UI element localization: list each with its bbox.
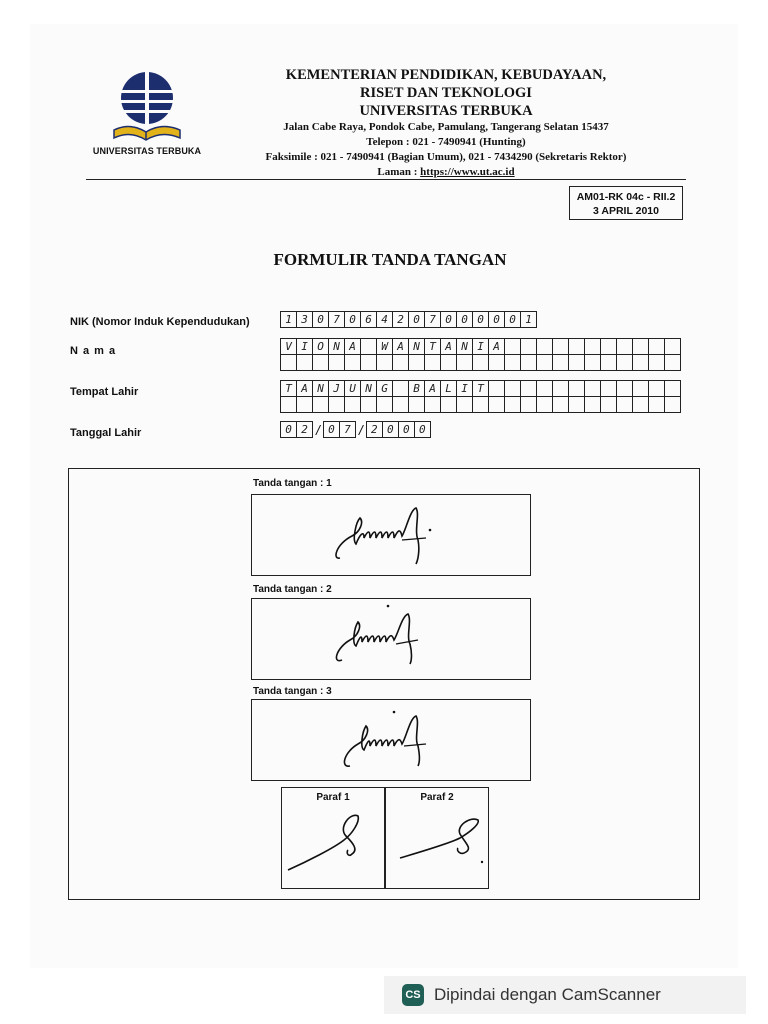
char-box[interactable]: V: [281, 339, 297, 355]
char-box[interactable]: [601, 397, 617, 413]
char-box[interactable]: 7: [425, 312, 441, 328]
nama-field[interactable]: [280, 338, 681, 371]
signature-1-label: Tanda tangan : 1: [253, 478, 332, 489]
char-box[interactable]: [617, 355, 633, 371]
address: Jalan Cabe Raya, Pondok Cabe, Pamulang, Tangerang Selatan 15437: [283, 121, 609, 133]
char-box[interactable]: 0: [414, 422, 430, 438]
char-box[interactable]: N: [361, 381, 377, 397]
char-box[interactable]: [585, 355, 601, 371]
char-box[interactable]: I: [457, 381, 473, 397]
header-divider: [86, 179, 686, 180]
form-code-box: [569, 186, 683, 220]
char-box[interactable]: [361, 355, 377, 371]
char-box[interactable]: 2: [366, 422, 382, 438]
char-box[interactable]: [649, 381, 665, 397]
char-box[interactable]: [585, 381, 601, 397]
char-box[interactable]: T: [281, 381, 297, 397]
char-box[interactable]: [409, 397, 425, 413]
char-box[interactable]: 0: [441, 312, 457, 328]
char-box[interactable]: [633, 355, 649, 371]
char-box[interactable]: A: [345, 339, 361, 355]
char-box[interactable]: B: [409, 381, 425, 397]
char-box[interactable]: [537, 397, 553, 413]
camscanner-text: Dipindai dengan CamScanner: [434, 985, 661, 1004]
char-box[interactable]: A: [393, 339, 409, 355]
tempat-lahir-label: Tempat Lahir: [70, 386, 139, 398]
char-box[interactable]: 2: [393, 312, 409, 328]
char-box[interactable]: [505, 339, 521, 355]
char-box[interactable]: [537, 355, 553, 371]
camscanner-icon: [402, 984, 424, 1006]
char-box[interactable]: J: [329, 381, 345, 397]
char-box[interactable]: [281, 355, 297, 371]
char-box[interactable]: 7: [329, 312, 345, 328]
char-box[interactable]: [393, 381, 409, 397]
char-box[interactable]: N: [409, 339, 425, 355]
website-link[interactable]: https://www.ut.ac.id: [420, 166, 515, 178]
char-box[interactable]: 0: [313, 312, 329, 328]
char-box[interactable]: [553, 381, 569, 397]
signature-2: [330, 604, 450, 674]
char-box[interactable]: [569, 339, 585, 355]
char-box[interactable]: [601, 339, 617, 355]
char-box[interactable]: A: [425, 381, 441, 397]
char-box[interactable]: 0: [345, 312, 361, 328]
char-box[interactable]: [281, 397, 297, 413]
char-box[interactable]: [361, 339, 377, 355]
char-box[interactable]: [521, 355, 537, 371]
char-box[interactable]: [297, 355, 313, 371]
day-field[interactable]: [280, 421, 313, 438]
ministry-line1: KEMENTERIAN PENDIDIKAN, KEBUDAYAAN,: [285, 67, 607, 83]
char-box[interactable]: [569, 381, 585, 397]
char-box[interactable]: I: [473, 339, 489, 355]
char-box[interactable]: [585, 397, 601, 413]
char-box[interactable]: [665, 381, 681, 397]
char-box[interactable]: I: [297, 339, 313, 355]
char-box[interactable]: [345, 397, 361, 413]
char-box[interactable]: A: [489, 339, 505, 355]
char-box[interactable]: A: [441, 339, 457, 355]
char-box[interactable]: [585, 339, 601, 355]
char-box[interactable]: [553, 339, 569, 355]
tanggal-lahir-field[interactable]: [280, 421, 431, 438]
char-box[interactable]: [569, 355, 585, 371]
char-box[interactable]: O: [313, 339, 329, 355]
char-box[interactable]: [425, 355, 441, 371]
char-box[interactable]: [505, 355, 521, 371]
nik-label: NIK (Nomor Induk Kependudukan): [70, 316, 250, 328]
char-box[interactable]: A: [297, 381, 313, 397]
char-box[interactable]: [313, 397, 329, 413]
char-box[interactable]: 0: [382, 422, 398, 438]
char-box[interactable]: [521, 397, 537, 413]
char-box[interactable]: [441, 355, 457, 371]
paraf-1-label: Paraf 1: [316, 792, 350, 803]
university-name: UNIVERSITAS TERBUKA: [359, 103, 533, 119]
char-box[interactable]: [505, 381, 521, 397]
paraf-1: [286, 810, 382, 880]
char-box[interactable]: [489, 381, 505, 397]
form-date: 3 APRIL 2010: [593, 205, 659, 217]
char-box[interactable]: [329, 397, 345, 413]
char-box[interactable]: [425, 397, 441, 413]
char-box[interactable]: [393, 397, 409, 413]
char-box[interactable]: [377, 397, 393, 413]
char-box[interactable]: [489, 397, 505, 413]
char-box[interactable]: [345, 355, 361, 371]
char-box[interactable]: 0: [505, 312, 521, 328]
char-box[interactable]: 0: [457, 312, 473, 328]
char-box[interactable]: [553, 397, 569, 413]
char-box[interactable]: 0: [473, 312, 489, 328]
char-box[interactable]: 0: [281, 422, 297, 438]
char-box[interactable]: [521, 339, 537, 355]
month-field[interactable]: [323, 421, 356, 438]
char-box[interactable]: 7: [339, 422, 355, 438]
tempat-lahir-field[interactable]: [280, 380, 681, 413]
char-box[interactable]: L: [441, 381, 457, 397]
camscanner-icon-text: CS: [405, 989, 421, 1001]
year-field[interactable]: [366, 421, 431, 438]
char-box[interactable]: [489, 355, 505, 371]
website-label: Laman :: [377, 166, 418, 178]
signature-1: [330, 500, 450, 570]
char-box[interactable]: 6: [361, 312, 377, 328]
char-box[interactable]: [617, 339, 633, 355]
char-box[interactable]: W: [377, 339, 393, 355]
char-box[interactable]: [569, 397, 585, 413]
char-box[interactable]: 3: [297, 312, 313, 328]
char-box[interactable]: U: [345, 381, 361, 397]
char-box[interactable]: [505, 397, 521, 413]
char-box[interactable]: [441, 397, 457, 413]
char-box[interactable]: N: [313, 381, 329, 397]
char-box[interactable]: [617, 381, 633, 397]
char-box[interactable]: [457, 397, 473, 413]
nik-field[interactable]: [280, 311, 537, 328]
char-box[interactable]: T: [473, 381, 489, 397]
char-box[interactable]: 0: [409, 312, 425, 328]
logo-caption: UNIVERSITAS TERBUKA: [92, 146, 202, 156]
char-box[interactable]: [473, 397, 489, 413]
char-box[interactable]: [473, 355, 489, 371]
camscanner-watermark: [384, 976, 746, 1014]
char-box[interactable]: [633, 339, 649, 355]
tanggal-lahir-label: Tanggal Lahir: [70, 427, 142, 439]
char-box[interactable]: [457, 355, 473, 371]
char-box[interactable]: 1: [521, 312, 537, 328]
letterhead: [232, 66, 660, 180]
char-box[interactable]: [633, 397, 649, 413]
char-box[interactable]: 4: [377, 312, 393, 328]
phone: Telepon : 021 - 7490941 (Hunting): [366, 136, 526, 148]
char-box[interactable]: [521, 381, 537, 397]
char-box[interactable]: [665, 355, 681, 371]
signature-3-label: Tanda tangan : 3: [253, 686, 332, 697]
char-box[interactable]: 0: [323, 422, 339, 438]
char-box[interactable]: [617, 397, 633, 413]
char-box[interactable]: 0: [398, 422, 414, 438]
date-separator: /: [358, 421, 363, 438]
char-box[interactable]: [665, 397, 681, 413]
char-box[interactable]: [377, 355, 393, 371]
char-box[interactable]: [601, 381, 617, 397]
ministry-line2: RISET DAN TEKNOLOGI: [360, 85, 532, 101]
char-box[interactable]: [649, 339, 665, 355]
website-line: [232, 165, 660, 180]
char-box[interactable]: T: [425, 339, 441, 355]
char-box[interactable]: 1: [281, 312, 297, 328]
nama-label: N a m a: [70, 345, 117, 357]
char-box[interactable]: [537, 339, 553, 355]
char-box[interactable]: G: [377, 381, 393, 397]
fax: Faksimile : 021 - 7490941 (Bagian Umum), 021 - 7434290 (Sekretaris Rektor): [265, 151, 627, 163]
signature-3: [336, 704, 456, 774]
signature-2-label: Tanda tangan : 2: [253, 584, 332, 595]
char-box[interactable]: N: [329, 339, 345, 355]
char-box[interactable]: [329, 355, 345, 371]
char-box[interactable]: [393, 355, 409, 371]
form-title: FORMULIR TANDA TANGAN: [273, 250, 507, 269]
char-box[interactable]: [649, 397, 665, 413]
char-box[interactable]: [601, 355, 617, 371]
char-box[interactable]: 0: [489, 312, 505, 328]
char-box[interactable]: [649, 355, 665, 371]
paraf-2-label: Paraf 2: [420, 792, 454, 803]
char-box[interactable]: [297, 397, 313, 413]
char-box[interactable]: 2: [297, 422, 313, 438]
char-box[interactable]: [409, 355, 425, 371]
paraf-2: [396, 812, 492, 882]
char-box[interactable]: [553, 355, 569, 371]
date-separator: /: [316, 421, 320, 438]
form-code: AM01-RK 04c - RII.2: [576, 191, 676, 203]
char-box[interactable]: [537, 381, 553, 397]
char-box[interactable]: [313, 355, 329, 371]
char-box[interactable]: [665, 339, 681, 355]
char-box[interactable]: [633, 381, 649, 397]
char-box[interactable]: [361, 397, 377, 413]
char-box[interactable]: N: [457, 339, 473, 355]
